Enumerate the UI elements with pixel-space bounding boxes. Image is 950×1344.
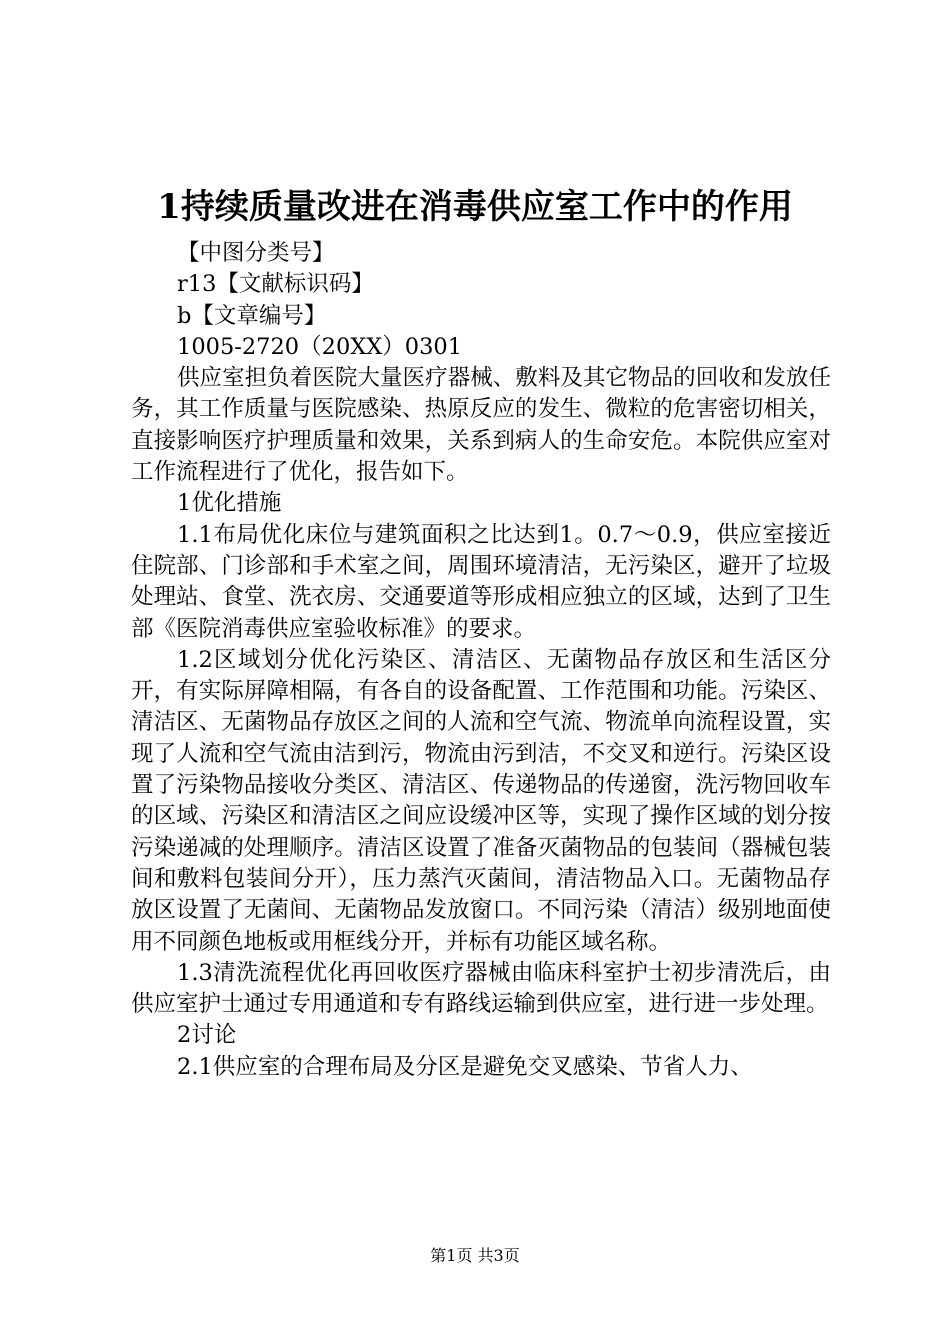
section-heading: 1优化措施	[177, 490, 282, 517]
document-title: 1持续质量改进在消毒供应室工作中的作用	[157, 187, 793, 227]
body-paragraph: 1.1布局优化床位与建筑面积之比达到1。0.7～0.9，供应室接近住院部、门诊部和手术室之间，周围环境清洁，无污染区，避开了垃圾处理站、食堂、洗衣房、交通要道等形成相应独立的区域，达到了卫生部《医院消毒供应室验收标准》的要求。	[131, 521, 831, 642]
body-paragraph: 1.3清洗流程优化再回收医疗器械由临床科室护士初步清洗后，由供应室护士通过专用通道和专有路线运输到供应室，进行进一步处理。	[131, 959, 831, 1018]
document-body	[131, 238, 831, 1083]
meta-line: b【文章编号】	[177, 302, 327, 329]
body-paragraph: 2.1供应室的合理布局及分区是避免交叉感染、节省人力、	[177, 1053, 753, 1080]
section-heading: 2讨论	[177, 1022, 237, 1049]
meta-line: 【中图分类号】	[177, 240, 335, 266]
meta-line: r13【文献标识码】	[177, 271, 374, 298]
intro-paragraph: 供应室担负着医院大量医疗器械、敷料及其它物品的回收和发放任务，其工作质量与医院感染、热原反应的发生、微粒的危害密切相关，直接影响医疗护理质量和效果，关系到病人的生命安危。本院供应室对工作流程进行了优化，报告如下。	[131, 365, 831, 486]
page-footer: 第1页 共3页	[430, 1246, 520, 1265]
meta-line: 1005-2720（20XX）0301	[177, 333, 463, 360]
body-paragraph: 1.2区域划分优化污染区、清洁区、无菌物品存放区和生活区分开，有实际屏障相隔，有各自的设备配置、工作范围和功能。污染区、清洁区、无菌物品存放区之间的人流和空气流、物流单向流程设置，实现了人流和空气流由洁到污，物流由污到洁，不交叉和逆行。污染区设置了污染物品接收分类区、清洁区、传递物品的传递窗，洗污物回收车的区域、污染区和清洁区之间应设缓冲区等，实现了操作区域的划分按污染递减的处理顺序。清洁区设置了准备灭菌物品的包装间（器械包装间和敷料包装间分开），压力蒸汽灭菌间，清洁物品入口。无菌物品存放区设置了无菌间、无菌物品发放窗口。不同污染（清洁）级别地面使用不同颜色地板或用框线分开，并标有功能区域名称。	[131, 646, 831, 955]
